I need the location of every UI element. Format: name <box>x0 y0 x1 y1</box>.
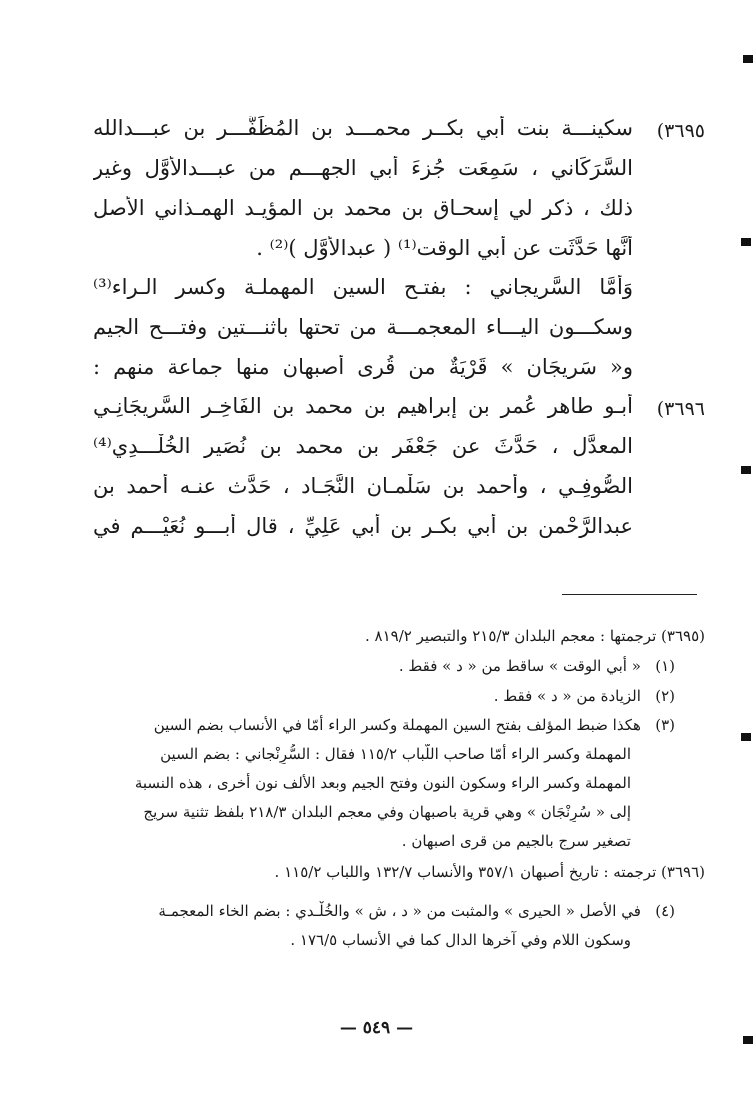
footnote-line <box>55 862 705 882</box>
text-line: وسكـــون اليـــاء المعجمـــة من تحتها باثنـــتين وفتـــح الجيم <box>93 315 633 339</box>
scan-edge-mark <box>741 238 751 246</box>
text-line: عبدالرَّحْمن بن أبي بكـر بن أبي عَلِيِّ ، قال أبـــو نُعَيْـــم في <box>93 514 633 538</box>
footnote-text: « أبي الوقت » ساقط من « د » فقط . <box>398 657 641 675</box>
footnote-line <box>75 715 675 735</box>
text-line: الصُّوفِـي ، وأحمد بن سَلْمـان النَّجَـاد ، حَدَّث عنـه أحمد بن <box>93 474 633 498</box>
text-line: المعدَّل ، حَدَّثَ عن جَعْفَر بن محمد بن نُصَير الخُلْـــدِي⁽⁴⁾ <box>93 434 633 458</box>
footnote-line <box>71 930 631 950</box>
footnote-text: المهملة وكسر الراء وسكون النون وفتح الجيم وبعد الألف نون أخرى ، هذه النسبة <box>134 774 631 792</box>
entry-number: (٣٦٩٥ <box>656 120 705 142</box>
page-number: — ٥٤٩ — <box>339 1018 414 1038</box>
scan-edge-mark <box>743 55 753 63</box>
text-line: وَأمَّا السَّرِيجاني : بفتـح السين المهملـة وكسر الـراء⁽³⁾ <box>93 275 633 299</box>
text-line: أبـو طاهر عُمر بن إبراهيم بن محمد بن الفَاخِـر السَّرِيجَانِـي <box>93 394 633 418</box>
footnote-label: (٤) <box>655 902 675 920</box>
scan-edge-mark <box>743 1036 753 1044</box>
footnote-text: وسكون اللام وفي آخرها الدال كما في الأنساب ١٧٦/٥ . <box>290 931 631 949</box>
footnote-line <box>75 656 675 676</box>
footnote-label: (٣) <box>655 716 675 734</box>
footnote-line <box>71 802 631 822</box>
footnote-label: (٢) <box>655 687 675 705</box>
footnote-text: في الأصل « الحيرى » والمثبت من « د ، ش » والخُلْـدي : بضم الخاء المعجمـة <box>158 902 641 920</box>
footnote-line <box>55 626 705 646</box>
footnote-label: (٣٦٩٥) <box>661 627 705 645</box>
footnote-line <box>71 773 631 793</box>
footnote-divider <box>562 594 697 595</box>
entry-number: (٣٦٩٦ <box>656 398 705 420</box>
text-line: و« سَرِيجَان » قَرْيَةٌ من قُرى أصبهان منها جماعة منهم : <box>93 355 633 379</box>
text-line: أنَّها حَدَّثَت عن أبي الوقت⁽¹⁾ ( عبدالأوَّل )⁽²⁾ . <box>256 236 633 260</box>
footnote-label: (١) <box>655 657 675 675</box>
text-line: السَّرَكَاني ، سَمِعَت جُزءَ أبي الجهـــم من عبـــدالأوَّل وغير <box>93 156 633 180</box>
footnote-line <box>71 744 631 764</box>
footnote-text: إلى « سُرِنْجَان » وهي قرية باصبهان وفي معجم البلدان ٢١٨/٣ بلفظ تثنية سريج <box>143 803 631 821</box>
footnote-line <box>75 901 675 921</box>
footnote-text: ترجمته : تاريخ أصبهان ٣٥٧/١ والأنساب ١٣٢/٧ واللباب ١١٥/٢ . <box>274 863 657 881</box>
footnote-text: ترجمتها : معجم البلدان ٢١٥/٣ والتبصير ٨١٩/٢ . <box>365 627 657 645</box>
footnote-text: هكذا ضبط المؤلف بفتح السين المهملة وكسر الراء أمّا في الأنساب بضم السين <box>153 716 641 734</box>
footnote-label: (٣٦٩٦) <box>661 863 705 881</box>
footnote-line <box>75 686 675 706</box>
footnote-text: تصغير سرج بالجيم من قرى اصبهان . <box>401 832 631 850</box>
footnote-line <box>71 831 631 851</box>
scan-edge-mark <box>741 466 751 474</box>
footnote-text: الزيادة من « د » فقط . <box>493 687 641 705</box>
scan-edge-mark <box>741 733 751 741</box>
text-line: ذلك ، ذكر لي إسحـاق بن محمد بن المؤيـد الهمـذاني الأصل <box>93 196 633 220</box>
footnote-text: المهملة وكسر الراء أمّا صاحب اللّباب ١١٥/٢ فقال : السُّرِنْجاني : بضم السين <box>160 745 631 763</box>
text-line: سكينـــة بنت أبي بكــر محمـــد بن المُظَفَّـــر بن عبـــدالله <box>93 116 633 140</box>
